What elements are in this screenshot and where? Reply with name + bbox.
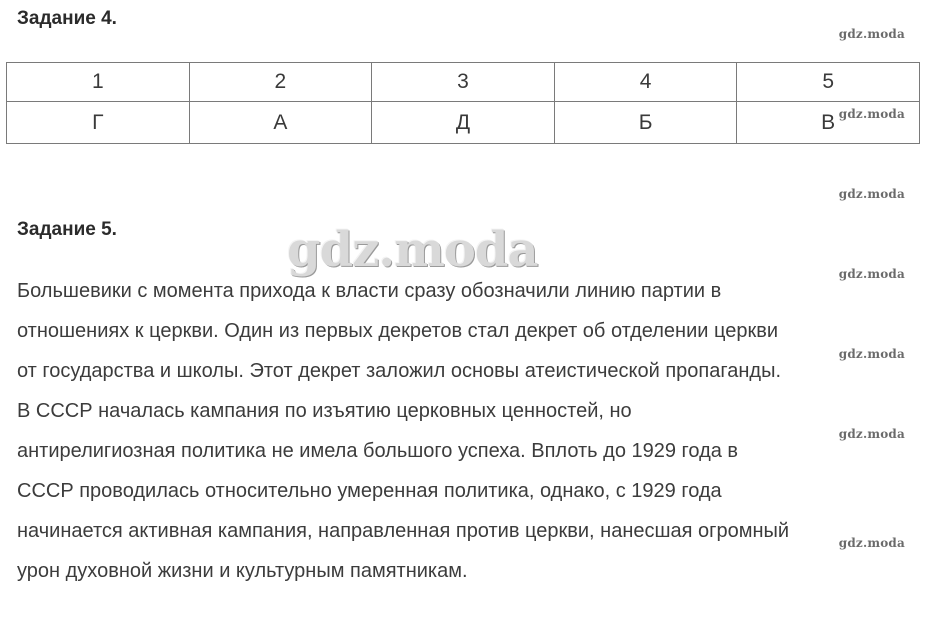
table-cell-number: 3 — [372, 63, 555, 102]
table-cell-number: 1 — [7, 63, 190, 102]
watermark-small: gdz.moda — [838, 347, 905, 361]
paragraph-line: СССР проводилась относительно умеренная политика, однако, с 1929 года — [17, 480, 722, 502]
watermark-large: gdz.moda — [287, 222, 538, 278]
table-row-numbers — [7, 63, 920, 102]
paragraph-line: от государства и школы. Этот декрет заложил основы атеистической пропаганды. — [17, 360, 781, 382]
table-cell-answer: Г — [7, 102, 190, 144]
watermark-small: gdz.moda — [838, 27, 905, 41]
table-cell-answer: Д — [372, 102, 555, 144]
task-5-paragraph — [17, 271, 922, 591]
paragraph-line: В СССР началась кампания по изъятию церковных ценностей, но — [17, 400, 632, 422]
table-cell-number: 5 — [737, 63, 920, 102]
task-4-heading: Задание 4. — [17, 8, 117, 29]
table-cell-number: 2 — [189, 63, 372, 102]
table-cell-answer: Б — [554, 102, 737, 144]
watermark-small: gdz.moda — [838, 267, 905, 281]
table-row-answers — [7, 102, 920, 144]
paragraph-line: начинается активная кампания, направленная против церкви, нанесшая огромный — [17, 520, 790, 542]
watermark-small: gdz.moda — [838, 536, 905, 550]
paragraph-line: Большевики с момента прихода к власти сразу обозначили линию партии в — [17, 280, 722, 302]
table-cell-number: 4 — [554, 63, 737, 102]
table-cell-answer: А — [189, 102, 372, 144]
table-cell-answer: В — [737, 102, 920, 144]
watermark-small: gdz.moda — [838, 187, 905, 201]
paragraph-line: антирелигиозная политика не имела большого успеха. Вплоть до 1929 года в — [17, 440, 739, 462]
watermark-small: gdz.moda — [838, 427, 905, 441]
watermark-small: gdz.moda — [838, 107, 905, 121]
paragraph-line: отношениях к церкви. Один из первых декретов стал декрет об отделении церкви — [17, 320, 779, 342]
answer-table — [6, 62, 920, 144]
paragraph-line: урон духовной жизни и культурным памятникам. — [17, 560, 468, 582]
task-5-heading: Задание 5. — [17, 219, 117, 240]
